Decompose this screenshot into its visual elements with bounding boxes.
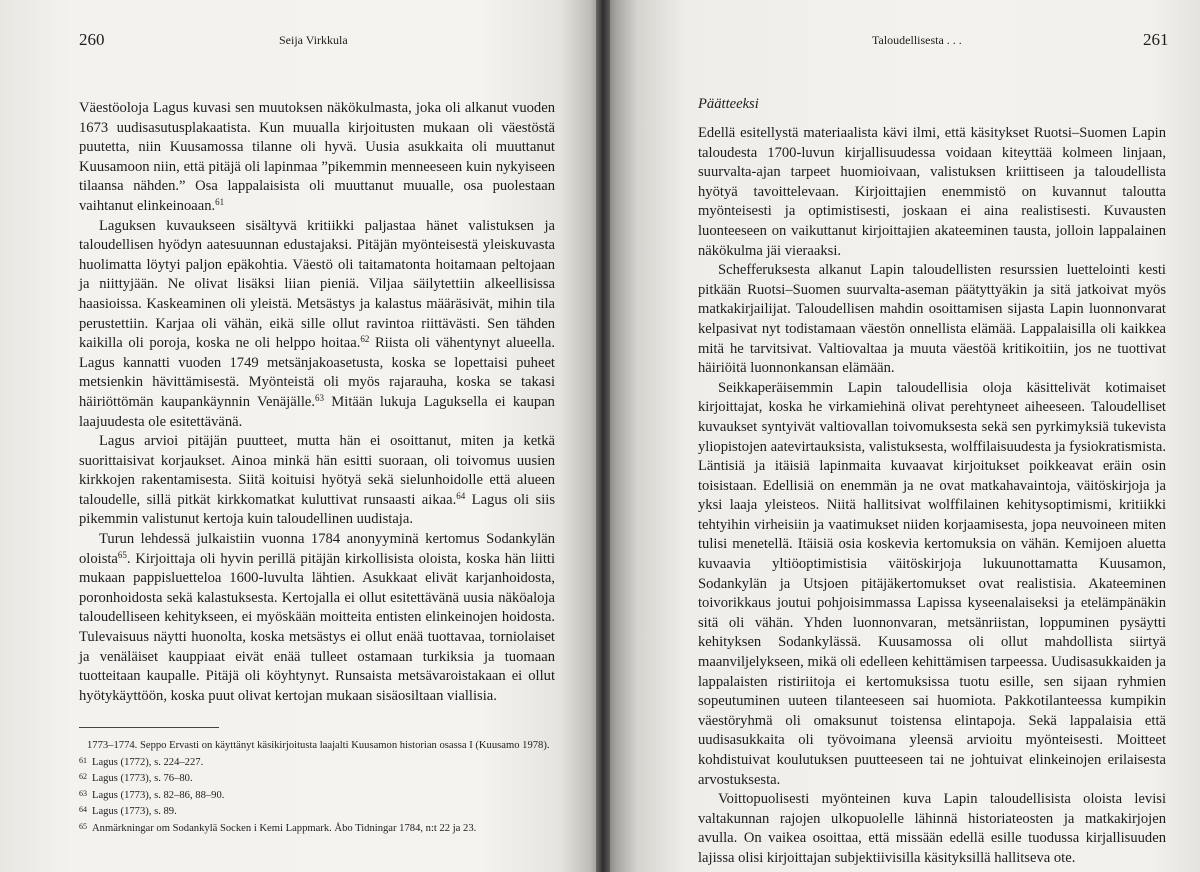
paragraph bbox=[698, 379, 1166, 790]
text-segment: Riista oli vähentynyt alueella. Lagus kannatti vuoden 1749 metsänjakoasetusta, koska se lopettaisi puheet metsienkin hävittämisestä. Myönteistä oli myös rajarauha, koska se takasi häiriöttömän kaupankäynnin Venäjälle. bbox=[79, 335, 555, 410]
footnote bbox=[79, 770, 555, 787]
page-number: 260 bbox=[79, 30, 105, 49]
text-segment: . Kirjoittaja oli hyvin perillä pitäjän kirkollisista oloista, koska hän liitti mukaan pappisluetteloa 1600-luvulta lähtien. Asukkaat elivät karjanhoidosta, poronhoidosta sekä kalastuksesta. Kertojalla ei ollut esitettävänä uusia näköaloja taloudelliseen kehitykseen, ei myöskään moitteita entisten elinkeinojen hoidosta. Tulevaisuus näytti huonolta, koska metsästys ei ollut enää tuottavaa, torniolaiset ja venäläiset kauppiaat eivät enää tulleet ostamaan turkiksia ja tuomaan tuotteitaan kaupalle. Pitäjä oli köyhtynyt. Runsaista metsävaroistakaan ei ollut hyötykäyttöön, koska puut olivat kertojan mukaan sisäosiltaan viallisia. bbox=[79, 550, 555, 704]
footnote-ref: 64 bbox=[456, 490, 466, 501]
text-segment: Edellä esitellystä materiaalista kävi ilmi, että käsitykset Ruotsi–Suomen Lapin taloudesta 1700-luvun kirjallisuudessa voidaan kiteyttää kolmeen linjaan, suurvalta-ajan tarpeet huomioivaan, valistuksen kriittiseen ja taloudellista hyötyä tavoittelevaan. Kirjoittajien enemmistö on kuvannut taloutta myönteisesti ja optimistisesti, joskaan ei aina realistisesti. Kuvausten luonteeseen on vaikuttanut kirjoittajien akateeminen tausta, jolloin lappalainen näkökulma jäi vieraaksi. bbox=[698, 125, 1166, 259]
footnote-text: Lagus (1772), s. 224–227. bbox=[92, 756, 204, 768]
footnote-divider bbox=[79, 727, 219, 728]
right-body-text bbox=[698, 124, 1166, 869]
right-page bbox=[602, 0, 1200, 872]
footnote bbox=[79, 739, 555, 754]
footnote-ref: 62 bbox=[360, 334, 370, 345]
footnote-number: 63 bbox=[79, 788, 87, 798]
text-segment: Lagus arvioi pitäjän puutteet, mutta hän ei osoittanut, miten ja ketkä suorittaisivat korjaukset. Ainoa minkä hän esitti suoraan, oli toivomus uusien kirkkojen rakentamisesta. Siitä koituisi hyötyä sekä sielunhoidolle että alueen taloudelle, sillä pitkät kirkkomatkat kuluttivat runsaasti aikaa. bbox=[79, 433, 555, 508]
paragraph bbox=[698, 124, 1166, 261]
paragraph bbox=[79, 530, 555, 706]
section-title: Päätteeksi bbox=[698, 96, 759, 112]
footnote bbox=[79, 803, 555, 820]
footnote-text: Lagus (1773), s. 82–86, 88–90. bbox=[92, 789, 225, 801]
text-segment: Lagus oli siis pikemmin valistunut kertoja kuin taloudellinen uudistaja. bbox=[79, 491, 556, 528]
text-segment: Seikkaperäisemmin Lapin taloudellisia oloja käsittelivät kotimaiset kirjoittajat, koska he virkamiehinä olivat perehtyneet aiheeseen. Taloudelliset kuvaukset syntyivät valtiovallan toivomuksesta sekä sen pyrkimyksiä tukevista yliopistojen aatevirtauksista, valistuksesta, wolffilaisuudesta ja fysiokratismista. Läntisiä ja itäisiä lapinmaita kuvaavat kirjoitukset poikkeavat eräin osin toisistaan. Edellisiä on enemmän ja ne ovat matkahavaintoja, väitöskirjoja ja yksi laaja yleisteos. Niitä hallitsivat wolffilainen kehitysoptimismi, kritiikki tehtyihin virheisiin ja vaatimukset niiden korjaamisesta, jopa neuvoineen miten tulisi menetellä. Itäisiä osia koskevia kertomuksia on vähän. Kemijoen aluetta kuvaavia yltiöoptimistisia väitöskirjoja lukuunottamatta Kuusamon, Sodankylän ja Utsjoen pitäjäkertomukset ovat realistisia. Akateeminen toivorikkaus joutui pohjoisimmassa Lapissa kyseenalaiseksi ja etelämpänäkin sitä oli vähän. Yhden luonnonvaran, metsänriistan, loppuminen pysäytti kehityksen Sodankylässä. Kuusamossa oli ollut mahdollista siirtyä maanviljelykseen, mikä oli edelleen kehittämisen tarpeessa. Uudisasukkaiden ja lappalaisten ristiriitoja ei kertomuksissa tuotu esille, sen sijaan ryhmien sopeutuminen uuteen tilanteeseen sai huomiota. Pakkotilanteessa kumpikin väestöryhmä oli omaksunut toistensa elintapoja. Sekä lappalaisia että uudisasukkaita oli työvoimana yleensä arvioitu myönteisesti. Moitteet kohdistuivat koulutuksen puutteeseen tai ne johtuivat elinkeinojen erilaisesta arvostuksesta. bbox=[698, 379, 1166, 788]
footnote bbox=[79, 820, 555, 837]
footnote-ref: 65 bbox=[117, 549, 127, 560]
footnote-ref: 61 bbox=[215, 196, 225, 207]
text-segment: Voittopuolisesti myönteinen kuva Lapin taloudellisista oloista levisi valtakunnan rajojen ulkopuolelle lähinnä historiateosten ja matkakirjojen avulla. On vaikea osoittaa, että missään edellä esille tuodussa kirjallisuuden lajissa olisi kirjoittajan subjektiivisilla käsityksillä hallitseva ote. bbox=[698, 791, 1166, 866]
text-segment: Schefferuksesta alkanut Lapin taloudellisten resurssien luettelointi kesti pitkään Ruotsi–Suomen suurvalta-aseman päätyttyäkin ja sitä jatkoivat myös matkakirjailijat. Taloudellisen mahdin osoittamisen sijasta Lapin luonnonvarat kelpasivat nyt todistamaan väestön onnellista elämää. Lappalaisilla oli kaikkea mitä he tarvitsivat. Valtiovaltaa ja muuta väestöä kritikoitiin, jos ne tuottivat häiriöitä luonnonkansan elämään. bbox=[698, 262, 1166, 377]
running-head: Seija Virkkula bbox=[279, 33, 348, 47]
running-head: Taloudellisesta . . . bbox=[872, 33, 962, 47]
footnote-number: 64 bbox=[79, 805, 87, 815]
footnote-text: Lagus (1773), s. 89. bbox=[92, 806, 177, 818]
footnote-text: Anmärkningar om Sodankylä Socken i Kemi Lappmark. Åbo Tidningar 1784, n:t 22 ja 23. bbox=[92, 822, 477, 834]
footnote-number: 61 bbox=[79, 755, 87, 765]
text-segment: Mitään lukuja Laguksella ei kaupan laajuudesta ole esitettävänä. bbox=[79, 393, 555, 430]
footnote bbox=[79, 754, 555, 771]
paragraph bbox=[79, 432, 555, 530]
footnote-number: 62 bbox=[79, 772, 87, 782]
footnote bbox=[79, 787, 555, 804]
footnote-number: 65 bbox=[79, 821, 87, 831]
left-body-text bbox=[79, 99, 555, 706]
paragraph bbox=[79, 217, 555, 433]
page-number: 261 bbox=[1143, 30, 1169, 49]
footnote-text: Lagus (1773), s. 76–80. bbox=[92, 773, 193, 785]
paragraph bbox=[698, 261, 1166, 379]
text-segment: Laguksen kuvaukseen sisältyvä kritiikki paljastaa hänet valistuksen ja taloudellisen hyödyn aatesuunnan edustajaksi. Pitäjän myönteisestä yleiskuvasta huolimatta löytyi paljon epäkohtia. Väestö oli taitamatonta hoitamaan peltojaan ja niittyjään. Ne olivat lisäksi liian pieniä. Viljaa säilytettiin alkeellisissa haasioissa. Kaskeaminen oli yleistä. Metsästys ja kalastus määräsivät, mihin tila perustettiin. Karjaa oli vähän, eikä sille ollut ravintoa riittävästi. Sen tähden kaikilla oli poroja, koska ne oli helppo hoitaa. bbox=[79, 217, 555, 352]
text-segment: Turun lehdessä julkaistiin vuonna 1784 anonyyminä kertomus Sodankylän oloista bbox=[79, 531, 555, 567]
footnote-ref: 63 bbox=[315, 392, 324, 403]
paragraph bbox=[698, 790, 1166, 868]
text-segment: Väestöoloja Lagus kuvasi sen muutoksen näkökulmasta, joka oli alkanut vuoden 1673 uudisasutusplakaatista. Kun muualla kirjoitusten mukaan oli väestöstä puutetta, niin Kuusamossa tilanne oli hyvä. Uusia asukkaita oli muuttanut Kuusamoon niin, että pitäjä oli lapinmaa ”pikemmin menneeseen kuin nykyiseen tilaansa nähden.” Osa lappalaisista oli muuttanut muualle, osa puolestaan vaihtanut elinkeinoaan. bbox=[79, 100, 555, 214]
footnote-text: 1773–1774. Seppo Ervasti on käyttänyt käsikirjoitusta laajalti Kuusamon historian osassa I (Kuusamo 1978). bbox=[87, 740, 550, 751]
book-gutter bbox=[596, 0, 610, 872]
paragraph bbox=[79, 99, 555, 217]
footnotes bbox=[79, 739, 555, 837]
